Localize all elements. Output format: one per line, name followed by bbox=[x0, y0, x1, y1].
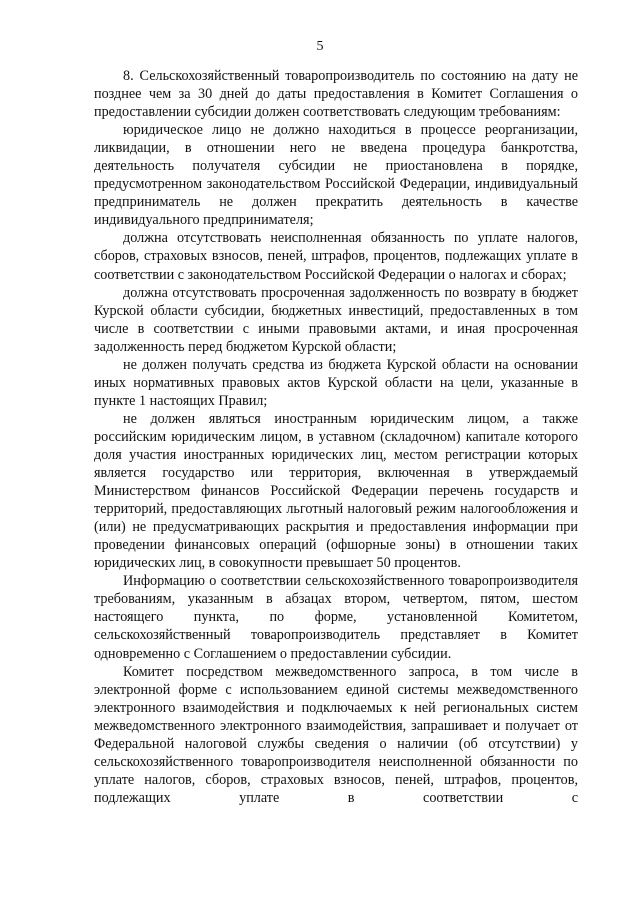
paragraph-no-other-budget-funds-requirement: не должен получать средства из бюджета Курской области на основании иных нормативных правовых актов Курской области на цели, указанные в пункте 1 настоящих Правил; bbox=[94, 356, 578, 409]
paragraph-no-foreign-entity-requirement: не должен являться иностранным юридическим лицом, а также российским юридическим лицом, в уставном (складочном) капитале которого доля участия иностранных юридических лиц, местом регистрации которых является государство или территория, включенная в утверждаемый Министерством финансов Российской Федерации перечень государств и территорий, предоставляющих льготный налоговый режим налогообложения и (или) не предусматривающих раскрытия и предоставления информации при проведении финансовых операций (офшорные зоны) в отношении таких юридических лиц, в совокупности превышает 50 процентов. bbox=[94, 410, 578, 572]
paragraph-no-tax-debt-requirement: должна отсутствовать неисполненная обязанность по уплате налогов, сборов, страховых взносов, пеней, штрафов, процентов, подлежащих уплате в соответствии с законодательством Российской Федерации о налогах и сборах; bbox=[94, 230, 578, 283]
paragraph-no-overdue-debt-requirement: должна отсутствовать просроченная задолженность по возврату в бюджет Курской области субсидии, бюджетных инвестиций, предоставленных в том числе в соответствии с иными правовыми актами, и иная просроченная задолженность перед бюджетом Курской области; bbox=[94, 284, 578, 355]
paragraph-interagency-request: Комитет посредством межведомственного запроса, в том числе в электронной форме с использованием единой системы межведомственного электронного взаимодействия и подключаемых к ней региональных систем межведомственного электронного взаимодействия, запрашивает и получает от Федеральной налоговой службы сведения о наличии (об отсутствии) у сельскохозяйственного товаропроизводителя неисполненной обязанности по уплате налогов, сборов, страховых взносов, пеней, штрафов, процентов, подлежащих уплате в соответствии с bbox=[94, 663, 578, 806]
document-body bbox=[94, 67, 578, 807]
paragraph-compliance-information: Информацию о соответствии сельскохозяйственного товаропроизводителя требованиям, указанным в абзацах втором, четвертом, пятом, шестом настоящего пункта, по форме, установленной Комитетом, сельскохозяйственный товаропроизводитель представляет в Комитет одновременно с Соглашением о предоставлении субсидии. bbox=[94, 573, 578, 662]
paragraph-item-8-intro: 8. Сельскохозяйственный товаропроизводитель по состоянию на дату не позднее чем за 30 дней до даты предоставления в Комитет Соглашения о предоставлении субсидии должен соответствовать следующим требованиям: bbox=[94, 68, 578, 121]
page-number: 5 bbox=[316, 39, 324, 54]
paragraph-no-reorganization-requirement: юридическое лицо не должно находиться в процессе реорганизации, ликвидации, в отношении него не введена процедура банкротства, деятельность получателя субсидии не приостановлена в порядке, предусмотренном законодательством Российской Федерации, индивидуальный предприниматель не должен прекратить деятельность в качестве индивидуального предпринимателя; bbox=[94, 122, 578, 229]
